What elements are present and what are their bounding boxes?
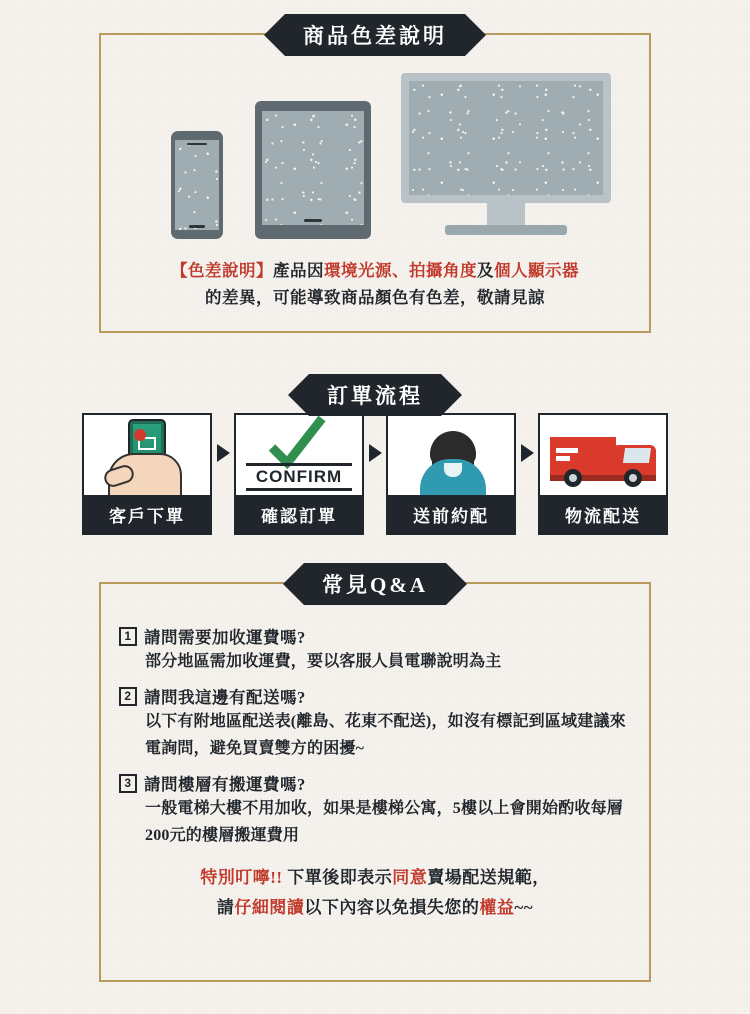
color-note-tag: 【色差說明】 (171, 261, 273, 280)
flow-step-pre-delivery-call (386, 413, 516, 535)
color-difference-note (101, 257, 649, 311)
order-flow-title: 訂單流程 (309, 374, 441, 416)
faq-list (119, 624, 631, 923)
order-flow-section (82, 384, 668, 545)
color-note-highlight-1: 環境光源、拍攝角度 (324, 261, 477, 280)
hand-phone-icon (84, 415, 210, 495)
faq-title: 常見Q&A (304, 563, 446, 605)
confirm-word: CONFIRM (246, 463, 352, 491)
faq-item (119, 624, 631, 675)
flow-step-logistics-delivery (538, 413, 668, 535)
faq-footer-highlight-3: 權益 (479, 898, 515, 917)
faq-footer-text-5: 以免損失您的 (374, 898, 480, 917)
color-difference-ribbon (285, 14, 465, 56)
faq-number-badge: 1 (119, 627, 137, 646)
faq-question-text: 請問樓層有搬運費嗎? (144, 775, 306, 794)
faq-question-text: 請問需要加收運費嗎? (144, 628, 306, 647)
flow-arrow-icon-3 (516, 413, 538, 493)
faq-answer-text: 以下有附地區配送表(離島、花東不配送)，如沒有標記到區域建議來電詢問，避免買賣雙方的困擾~ (145, 713, 626, 757)
faq-answer-text: 部分地區需加收運費，要以客服人員電聯說明為主 (145, 653, 502, 670)
flow-arrow-icon-2 (364, 413, 386, 493)
customer-service-icon (388, 415, 514, 495)
monitor-icon (401, 73, 611, 203)
faq-item (119, 684, 631, 762)
monitor-stand-neck (487, 203, 525, 225)
faq-footer-notice (119, 863, 631, 923)
flow-step-customer-order (82, 413, 212, 535)
tablet-icon (255, 101, 371, 239)
phone-icon (171, 131, 223, 239)
color-note-text-1: 產品因 (273, 261, 324, 280)
faq-question-row (119, 624, 631, 648)
faq-footer-line-1 (119, 863, 631, 893)
flow-arrow-icon-1 (212, 413, 234, 493)
faq-footer-text-4: 以下內容 (304, 898, 375, 917)
monitor-stand-base (445, 225, 567, 235)
faq-number-badge: 2 (119, 687, 137, 706)
faq-item (119, 771, 631, 849)
faq-number-badge: 3 (119, 774, 137, 793)
flow-step-label-2: 確認訂單 (236, 495, 362, 533)
flow-step-label-4: 物流配送 (540, 495, 666, 533)
faq-footer-text-1: 下單後即表示 (287, 868, 393, 887)
color-note-highlight-2: 個人顯示器 (494, 261, 579, 280)
color-difference-title: 商品色差說明 (285, 14, 465, 56)
faq-footer-warning: 特別叮嚀!! (200, 868, 283, 887)
color-note-text-2: 及 (477, 261, 494, 280)
faq-footer-highlight-1: 同意 (392, 868, 428, 887)
faq-question-row (119, 771, 631, 795)
color-note-line-2: 的差異，可能導致商品顏色有色差，敬請見諒 (205, 288, 545, 307)
device-illustration-group (101, 73, 649, 248)
order-flow-steps (82, 413, 668, 535)
faq-question-row (119, 684, 631, 708)
delivery-truck-icon (540, 415, 666, 495)
faq-footer-text-2: 賣場配送規範， (427, 868, 550, 887)
faq-ribbon (304, 563, 446, 605)
faq-footer-line-2 (119, 893, 631, 923)
faq-footer-highlight-2: 仔細閱讀 (234, 898, 305, 917)
confirm-check-icon (236, 415, 362, 495)
faq-question-text: 請問我這邊有配送嗎? (144, 688, 306, 707)
flow-step-confirm-order (234, 413, 364, 535)
faq-footer-text-6: ~~ (514, 898, 534, 917)
color-difference-section (99, 24, 651, 333)
order-flow-ribbon (309, 374, 441, 416)
flow-step-label-1: 客戶下單 (84, 495, 210, 533)
flow-step-label-3: 送前約配 (388, 495, 514, 533)
faq-section (99, 573, 651, 982)
faq-footer-text-3: 請 (216, 898, 235, 917)
faq-answer-text: 一般電梯大樓不用加收，如果是樓梯公寓，5樓以上會開始酌收每層200元的樓層搬運費用 (145, 800, 624, 844)
